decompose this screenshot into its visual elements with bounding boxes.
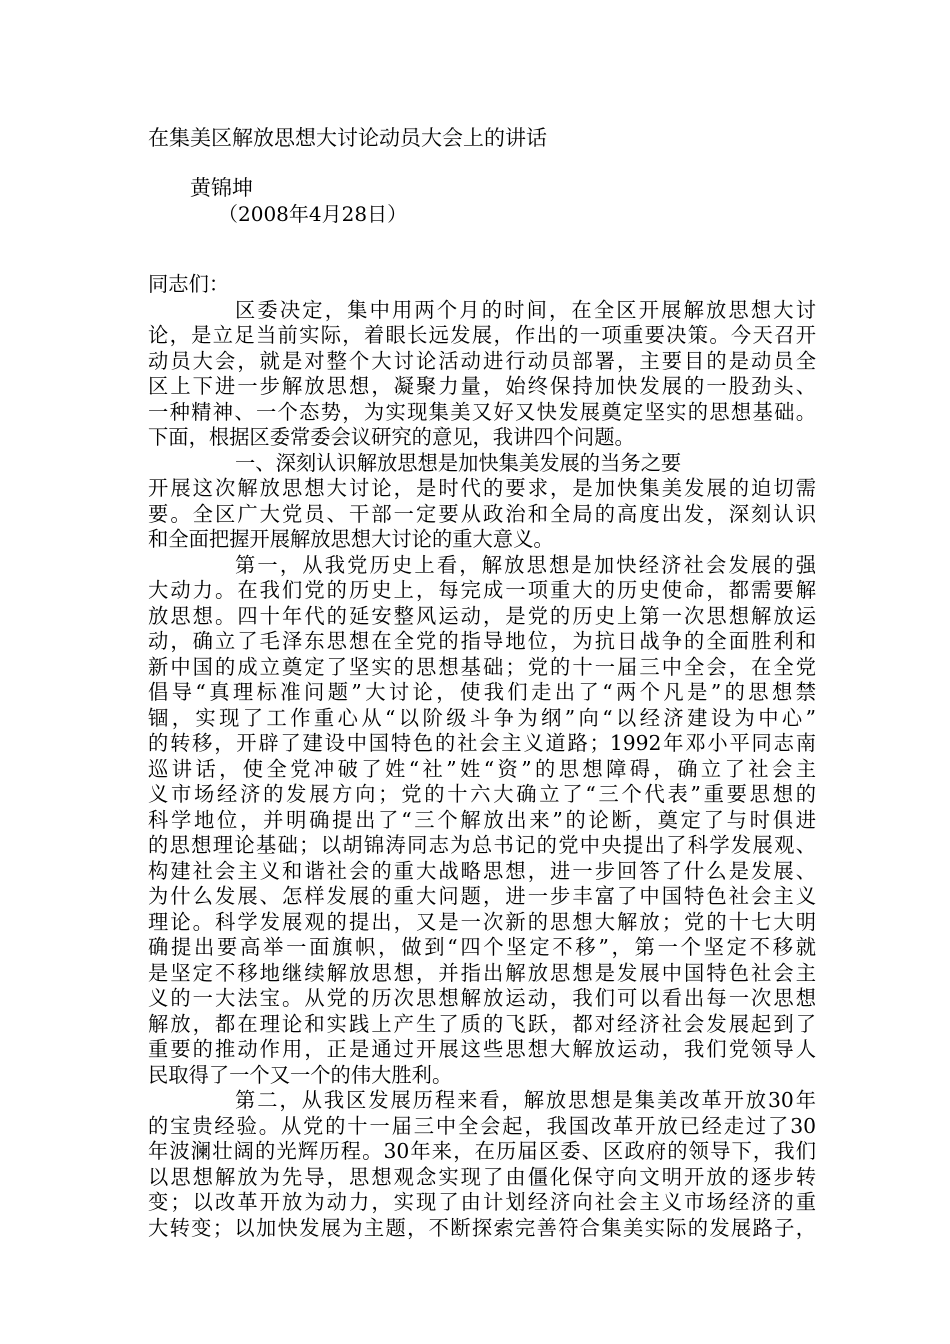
body-line: 是坚定不移地继续解放思想，并指出解放思想是发展中国特色社会主 <box>148 960 816 985</box>
speech-date: （2008年4月28日） <box>218 202 408 226</box>
document-title: 在集美区解放思想大讨论动员大会上的讲话 <box>148 126 547 150</box>
body-line: 的转移，开辟了建设中国特色的社会主义道路；1992年邓小平同志南 <box>148 731 816 755</box>
body-line: 同志们： <box>148 272 230 296</box>
body-line: 和全面把握开展解放思想大讨论的重大意义。 <box>148 527 554 551</box>
body-line: 锢，实现了工作重心从“以阶级斗争为纲”向“以经济建设为中心” <box>148 705 816 730</box>
body-line: 第一，从我党历史上看，解放思想是加快经济社会发展的强 <box>235 552 816 577</box>
body-line: 义市场经济的发展方向；党的十六大确立了“三个代表”重要思想的 <box>148 782 816 806</box>
body-line: 一种精神、一个态势，为实现集美又好又快发展奠定坚实的思想基础。 <box>148 399 816 424</box>
body-line: 第二，从我区发展历程来看，解放思想是集美改革开放30年 <box>235 1088 816 1112</box>
body-line: 下面，根据区委常委会议研究的意见，我讲四个问题。 <box>148 425 635 449</box>
body-line: 论，是立足当前实际，着眼长远发展，作出的一项重要决策。今天召开 <box>148 323 816 347</box>
body-line: 放思想。四十年代的延安整风运动，是党的历史上第一次思想解放运 <box>148 603 816 628</box>
body-line: 理论。科学发展观的提出，又是一次新的思想大解放；党的十七大明 <box>148 909 816 934</box>
body-line: 区委决定，集中用两个月的时间，在全区开展解放思想大讨 <box>235 297 816 322</box>
body-line: 新中国的成立奠定了坚实的思想基础；党的十一届三中全会，在全党 <box>148 654 816 679</box>
body-line: 动员大会，就是对整个大讨论活动进行动员部署，主要目的是动员全 <box>148 348 816 373</box>
body-line: 确提出要高举一面旗帜，做到“四个坚定不移”，第一个坚定不移就 <box>148 935 816 959</box>
body-line: 动，确立了毛泽东思想在全党的指导地位，为抗日战争的全面胜利和 <box>148 629 816 653</box>
body-line: 区上下进一步解放思想，凝聚力量，始终保持加快发展的一股劲头、 <box>148 374 816 398</box>
body-line: 解放，都在理论和实践上产生了质的飞跃，都对经济社会发展起到了 <box>148 1011 816 1036</box>
body-line: 变；以改革开放为动力，实现了由计划经济向社会主义市场经济的重 <box>148 1190 816 1214</box>
body-line: 的宝贵经验。从党的十一届三中全会起，我国改革开放已经走过了30 <box>148 1113 816 1138</box>
body-line: 义的一大法宝。从党的历次思想解放运动，我们可以看出每一次思想 <box>148 986 816 1010</box>
body-line: 科学地位，并明确提出了“三个解放出来”的论断，奠定了与时俱进 <box>148 807 816 832</box>
author-name: 黄锦坤 <box>190 176 253 200</box>
body-line: 巡讲话，使全党冲破了姓“社”姓“资”的思想障碍，确立了社会主 <box>148 756 816 781</box>
body-line: 要。全区广大党员、干部一定要从政治和全局的高度出发，深刻认识 <box>148 501 816 526</box>
body-line: 大动力。在我们党的历史上，每完成一项重大的历史使命，都需要解 <box>148 578 816 602</box>
body-line: 以思想解放为先导，思想观念实现了由僵化保守向文明开放的逐步转 <box>148 1164 816 1189</box>
body-line: 构建社会主义和谐社会的重大战略思想，进一步回答了什么是发展、 <box>148 858 816 883</box>
body-line: 重要的推动作用，正是通过开展这些思想大解放运动，我们党领导人 <box>148 1037 816 1061</box>
body-line: 一、深刻认识解放思想是加快集美发展的当务之要 <box>235 450 682 475</box>
body-line: 民取得了一个又一个的伟大胜利。 <box>148 1062 453 1087</box>
body-line: 为什么发展、怎样发展的重大问题，进一步丰富了中国特色社会主义 <box>148 884 816 908</box>
body-line: 年波澜壮阔的光辉历程。30年来，在历届区委、区政府的领导下，我们 <box>148 1139 816 1163</box>
body-line: 开展这次解放思想大讨论，是时代的要求，是加快集美发展的迫切需 <box>148 476 816 500</box>
body-line: 倡导“真理标准问题”大讨论，使我们走出了“两个凡是”的思想禁 <box>148 680 816 704</box>
speech-body <box>148 272 816 1241</box>
body-line: 的思想理论基础；以胡锦涛同志为总书记的党中央提出了科学发展观、 <box>148 833 816 857</box>
body-line: 大转变；以加快发展为主题，不断探索完善符合集美实际的发展路子， <box>148 1215 816 1240</box>
